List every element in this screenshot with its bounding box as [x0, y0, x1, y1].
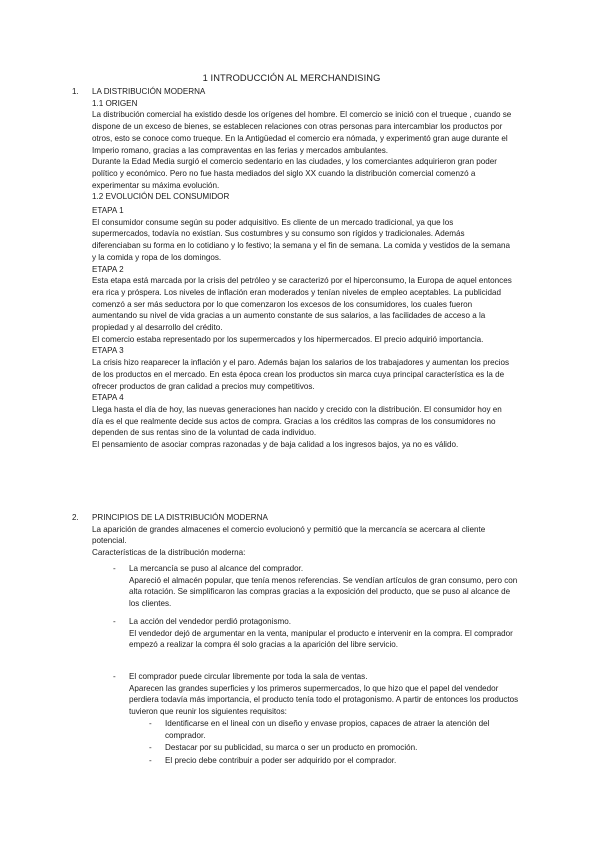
- stage-2-paragraph-1: Esta etapa está marcada por la crisis del petróleo y se caracterizó por el hiperconsumo, la Europa de aquel entonces era rica y próspera. Los niveles de inflación eran moderados y tenían niveles de empleo aceptables. La publicidad comenzó a ser más seductora por lo que comenzaron los excesos de los consumidores, los cuales fueron aumentando su nivel de vida gracias a un aumento constante de sus salarios, a las facilidades de acceso a la propiedad y al desarrollo del crédito.: [92, 276, 512, 333]
- stage-4-paragraph-2: El pensamiento de asociar compras razonadas y de baja calidad a los ingresos bajos, ya no es válido.: [92, 440, 459, 450]
- stage-4-paragraph-1: Llega hasta el día de hoy, las nuevas generaciones han nacido y crecido con la distribución. El consumidor hoy en día es el que realmente decide sus actos de compra. Gracias a los créditos las compras de los consumidores no dependen de sus rentas sino de la voluntad de cada individuo.: [92, 404, 502, 438]
- subsection-evolucion-heading: 1.2 EVOLUCIÓN DEL CONSUMIDOR: [92, 192, 230, 202]
- stage-2-label: ETAPA 2: [92, 264, 124, 274]
- stage-1-label: ETAPA 1: [92, 206, 124, 216]
- item-1-text: Apareció el almacén popular, que tenía menos referencias. Se vendían artículos de gran consumo, pero con alta rotación. Se simplificaron las compras gracias a la exposición del producto, que se puso al alcance de los clientes.: [129, 575, 518, 609]
- section-2-intro: La aparición de grandes almacenes el comercio evolucionó y permitió que la mercancía se acercara al cliente potencial.: [92, 524, 486, 546]
- bullet-dash-3: -: [113, 672, 116, 681]
- requirement-item-3: El precio debe contribuir a poder ser adquirido por el comprador.: [165, 756, 397, 765]
- origen-paragraph-2: Durante la Edad Media surgió el comercio sedentario en las ciudades, y los comerciantes adquirieron gran poder político y económico. Pero no fue hasta mediados del siglo XX cuando la distribución comercial comenzó a experimentar su máxima evolución.: [92, 157, 497, 190]
- subsection-origen-heading: 1.1 ORIGEN: [92, 98, 138, 108]
- stage-3-paragraph: La crisis hizo reaparecer la inflación y el paro. Además bajan los salarios de los trabajadores y aumentan los precios de los productos en el mercado. En esta época crean los productos sin marca cuya principal característica es la de ofrecer productos de gran calidad a precios muy competitivos.: [92, 358, 510, 391]
- requirement-item-1: Identificarse en el lineal con un diseño y envase propios, capaces de atraer la atención del comprador.: [165, 719, 490, 740]
- characteristic-item-2: [129, 616, 519, 651]
- characteristic-item-3: [129, 671, 519, 718]
- page-title: 1 INTRODUCCIÓN AL MERCHANDISING: [202, 73, 381, 83]
- stage-1-paragraph: El consumidor consume según su poder adquisitivo. Es cliente de un mercado tradicional, ya que los supermercados, todavía no existían. Sus costumbres y su consumo son rígidos y tradicionales. Además diferenciaban su forma en lo cotidiano y lo festivo; la semana y el fin de semana. La comida y vestidos de la semana y la comida y ropa de los domingos.: [92, 217, 510, 262]
- origen-paragraph-1: La distribución comercial ha existido desde los orígenes del hombre. El comercio se inició con el trueque , cuando se dispone de un exceso de bienes, se establecen relaciones con otras personas para intercambiar los productos por otros, esto se conoce como trueque. En la Antigüedad el comercio era nómada, y experimentó gran auge durante el Imperio romano, gracias a las compraventas en las ferias y mercados ambulantes.: [92, 110, 512, 155]
- stage-2-paragraph-2: El comercio estaba representado por los supermercados y los hipermercados. El precio adquirió importancia.: [92, 334, 484, 344]
- item-3-text: Aparecen las grandes superficies y los primeros supermercados, lo que hizo que el papel del vendedor perdiera todavía más importancia, el producto tenía todo el protagonismo. A partir de entonces los productos tuvieron que reunir los siguientes requisitos:: [129, 683, 519, 717]
- sub-bullet-dash-3: -: [149, 756, 152, 765]
- sub-bullet-dash-1: -: [149, 719, 152, 728]
- characteristics-label: Características de la distribución moderna:: [92, 548, 246, 558]
- section-1-block: [92, 86, 512, 451]
- sub-bullet-dash-2: -: [149, 743, 152, 752]
- item-2-text: El vendedor dejó de argumentar en la venta, manipular el producto e intervenir en la compra. El comprador empezó a realizar la compra él solo gracias a la aparición del libre servicio.: [129, 628, 513, 650]
- bullet-dash-2: -: [113, 617, 116, 626]
- section-1-number: 1.: [72, 87, 79, 96]
- stage-4-label: ETAPA 4: [92, 393, 124, 403]
- item-1-title: La mercancía se puso al alcance del comprador.: [129, 564, 304, 573]
- stage-3-label: ETAPA 3: [92, 346, 124, 356]
- bullet-dash-1: -: [113, 564, 116, 573]
- requirement-item-2: Destacar por su publicidad, su marca o ser un producto en promoción.: [165, 743, 418, 752]
- item-2-title: La acción del vendedor perdió protagonismo.: [129, 617, 291, 626]
- section-2-heading: PRINCIPIOS DE LA DISTRIBUCIÓN MODERNA: [92, 513, 268, 522]
- characteristic-item-1: [129, 563, 519, 610]
- section-2-number: 2.: [72, 513, 79, 522]
- item-3-title: El comprador puede circular libremente por toda la sala de ventas.: [129, 672, 368, 681]
- section-2-block: [92, 512, 512, 559]
- section-1-heading: LA DISTRIBUCIÓN MODERNA: [92, 87, 206, 96]
